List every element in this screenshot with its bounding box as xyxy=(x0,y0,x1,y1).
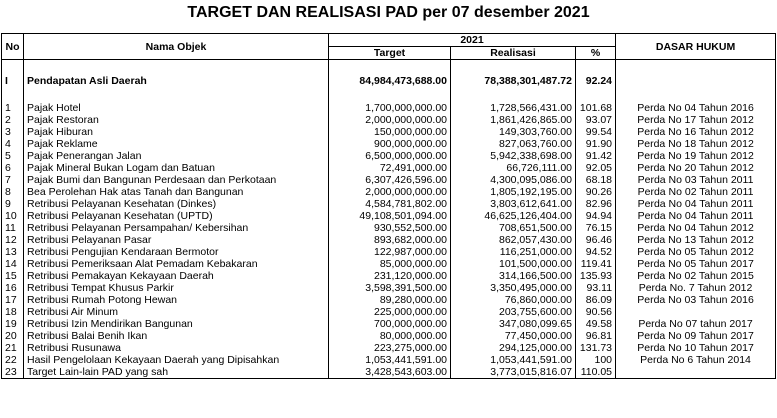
row-name: Pajak Reklame xyxy=(24,138,329,150)
row-target: 122,987,000.00 xyxy=(329,246,451,258)
row-percent: 119.41 xyxy=(576,258,616,270)
table-row xyxy=(2,354,776,366)
row-realisasi: 77,450,000.00 xyxy=(451,330,576,342)
row-target: 80,000,000.00 xyxy=(329,330,451,342)
row-target: 89,280,000.00 xyxy=(329,294,451,306)
row-no: 11 xyxy=(2,222,24,234)
total-section xyxy=(2,60,776,103)
table-row xyxy=(2,270,776,282)
item-rows xyxy=(2,102,776,379)
row-no: 1 xyxy=(2,102,24,114)
row-name: Pajak Penerangan Jalan xyxy=(24,150,329,162)
row-dasar-hukum: Perda No 18 Tahun 2012 xyxy=(616,138,776,150)
row-no: 14 xyxy=(2,258,24,270)
row-percent: 92.05 xyxy=(576,162,616,174)
row-dasar-hukum: Perda No 02 Tahun 2011 xyxy=(616,186,776,198)
row-percent: 49.58 xyxy=(576,318,616,330)
row-percent: 110.05 xyxy=(576,366,616,379)
row-realisasi: 3,350,495,000.00 xyxy=(451,282,576,294)
row-realisasi: 1,728,566,431.00 xyxy=(451,102,576,114)
row-target: 6,307,426,596.00 xyxy=(329,174,451,186)
row-dasar-hukum: Perda No 04 Tahun 2012 xyxy=(616,222,776,234)
row-dasar-hukum: Perda No 10 Tahun 2017 xyxy=(616,342,776,354)
row-target: 72,491,000.00 xyxy=(329,162,451,174)
row-name: Retribusi Tempat Khusus Parkir xyxy=(24,282,329,294)
row-name: Pajak Mineral Bukan Logam dan Batuan xyxy=(24,162,329,174)
row-name: Pajak Hiburan xyxy=(24,126,329,138)
row-target: 3,428,543,603.00 xyxy=(329,366,451,379)
total-percent: 92.24 xyxy=(576,74,616,88)
row-no: 8 xyxy=(2,186,24,198)
row-percent: 93.11 xyxy=(576,282,616,294)
row-no: 9 xyxy=(2,198,24,210)
row-target: 2,000,000,000.00 xyxy=(329,114,451,126)
row-no: 13 xyxy=(2,246,24,258)
row-realisasi: 1,861,426,865.00 xyxy=(451,114,576,126)
row-no: 23 xyxy=(2,366,24,379)
row-target: 893,682,000.00 xyxy=(329,234,451,246)
total-row xyxy=(2,74,776,88)
row-name: Pajak Hotel xyxy=(24,102,329,114)
header-year: 2021 xyxy=(329,34,616,47)
row-target: 231,120,000.00 xyxy=(329,270,451,282)
row-target: 6,500,000,000.00 xyxy=(329,150,451,162)
row-target: 85,000,000.00 xyxy=(329,258,451,270)
row-name: Pajak Restoran xyxy=(24,114,329,126)
row-no: 12 xyxy=(2,234,24,246)
row-dasar-hukum: Perda No 09 Tahun 2017 xyxy=(616,330,776,342)
header-nama-objek: Nama Objek xyxy=(24,34,329,60)
table-row xyxy=(2,222,776,234)
row-name: Hasil Pengelolaan Kekayaan Daerah yang Dipisahkan xyxy=(24,354,329,366)
table-row xyxy=(2,210,776,222)
row-no: 4 xyxy=(2,138,24,150)
row-realisasi: 5,942,338,698.00 xyxy=(451,150,576,162)
row-percent: 96.81 xyxy=(576,330,616,342)
row-name: Retribusi Rusunawa xyxy=(24,342,329,354)
row-percent: 94.52 xyxy=(576,246,616,258)
row-no: 16 xyxy=(2,282,24,294)
table-row xyxy=(2,198,776,210)
row-no: 7 xyxy=(2,174,24,186)
row-target: 2,000,000,000.00 xyxy=(329,186,451,198)
row-realisasi: 46,625,126,404.00 xyxy=(451,210,576,222)
row-no: 20 xyxy=(2,330,24,342)
row-percent: 101.68 xyxy=(576,102,616,114)
row-dasar-hukum: Perda No. 7 Tahun 2012 xyxy=(616,282,776,294)
row-name: Retribusi Pengujian Kendaraan Bermotor xyxy=(24,246,329,258)
row-realisasi: 101,500,000.00 xyxy=(451,258,576,270)
row-name: Retribusi Pemeriksaan Alat Pemadam Kebakaran xyxy=(24,258,329,270)
row-dasar-hukum xyxy=(616,306,776,318)
row-dasar-hukum: Perda No 03 Tahun 2016 xyxy=(616,294,776,306)
row-realisasi: 116,251,000.00 xyxy=(451,246,576,258)
row-dasar-hukum: Perda No 13 Tahun 2012 xyxy=(616,234,776,246)
row-realisasi: 4,300,095,086.00 xyxy=(451,174,576,186)
row-name: Retribusi Pemakayan Kekayaan Daerah xyxy=(24,270,329,282)
row-dasar-hukum: Perda No 05 Tahun 2012 xyxy=(616,246,776,258)
row-realisasi: 149,303,760.00 xyxy=(451,126,576,138)
header-dasar-hukum: DASAR HUKUM xyxy=(616,34,776,60)
total-hukum xyxy=(616,74,776,88)
table-row xyxy=(2,258,776,270)
row-percent: 86.09 xyxy=(576,294,616,306)
row-target: 900,000,000.00 xyxy=(329,138,451,150)
row-no: 2 xyxy=(2,114,24,126)
table-row xyxy=(2,150,776,162)
table-row xyxy=(2,342,776,354)
row-realisasi: 347,080,099.65 xyxy=(451,318,576,330)
row-name: Retribusi Pelayanan Pasar xyxy=(24,234,329,246)
table-row xyxy=(2,162,776,174)
row-realisasi: 314,166,500.00 xyxy=(451,270,576,282)
row-realisasi: 203,755,600.00 xyxy=(451,306,576,318)
row-percent: 93.07 xyxy=(576,114,616,126)
row-realisasi: 3,773,015,816.07 xyxy=(451,366,576,379)
row-percent: 99.54 xyxy=(576,126,616,138)
row-dasar-hukum: Perda No 04 Tahun 2011 xyxy=(616,210,776,222)
row-no: 17 xyxy=(2,294,24,306)
header-realisasi: Realisasi xyxy=(451,47,576,60)
row-dasar-hukum: Perda No 16 Tahun 2012 xyxy=(616,126,776,138)
row-realisasi: 294,125,000.00 xyxy=(451,342,576,354)
row-dasar-hukum: Perda No 19 Tahun 2012 xyxy=(616,150,776,162)
row-target: 150,000,000.00 xyxy=(329,126,451,138)
row-target: 225,000,000.00 xyxy=(329,306,451,318)
row-name: Retribusi Pelayanan Kesehatan (UPTD) xyxy=(24,210,329,222)
row-target: 4,584,781,802.00 xyxy=(329,198,451,210)
row-realisasi: 3,803,612,641.00 xyxy=(451,198,576,210)
row-no: 6 xyxy=(2,162,24,174)
row-dasar-hukum: Perda No 07 tahun 2017 xyxy=(616,318,776,330)
row-realisasi: 1,053,441,591.00 xyxy=(451,354,576,366)
total-target: 84,984,473,688.00 xyxy=(329,74,451,88)
header-target: Target xyxy=(329,47,451,60)
row-realisasi: 76,860,000.00 xyxy=(451,294,576,306)
row-name: Target Lain-lain PAD yang sah xyxy=(24,366,329,379)
total-name: Pendapatan Asli Daerah xyxy=(24,74,329,88)
table-row xyxy=(2,246,776,258)
row-realisasi: 862,057,430.00 xyxy=(451,234,576,246)
row-dasar-hukum: Perda No 20 Tahun 2012 xyxy=(616,162,776,174)
table-row xyxy=(2,306,776,318)
table-row xyxy=(2,234,776,246)
row-percent: 90.56 xyxy=(576,306,616,318)
total-no: I xyxy=(2,74,24,88)
row-dasar-hukum: Perda No 04 Tahun 2016 xyxy=(616,102,776,114)
row-dasar-hukum: Perda No 02 Tahun 2015 xyxy=(616,270,776,282)
table-header xyxy=(2,34,776,60)
table-row xyxy=(2,330,776,342)
row-percent: 94.94 xyxy=(576,210,616,222)
row-dasar-hukum: Perda No 6 Tahun 2014 xyxy=(616,354,776,366)
row-no: 15 xyxy=(2,270,24,282)
row-percent: 131.73 xyxy=(576,342,616,354)
row-name: Retribusi Balai Benih Ikan xyxy=(24,330,329,342)
row-dasar-hukum xyxy=(616,366,776,379)
table-row xyxy=(2,114,776,126)
pad-table xyxy=(1,33,776,379)
table-row xyxy=(2,126,776,138)
header-percent: % xyxy=(576,47,616,60)
row-target: 700,000,000.00 xyxy=(329,318,451,330)
row-percent: 91.42 xyxy=(576,150,616,162)
header-no: No xyxy=(2,34,24,60)
row-realisasi: 66,726,111.00 xyxy=(451,162,576,174)
row-no: 3 xyxy=(2,126,24,138)
total-realisasi: 78,388,301,487.72 xyxy=(451,74,576,88)
table-row xyxy=(2,102,776,114)
row-percent: 96.46 xyxy=(576,234,616,246)
row-no: 5 xyxy=(2,150,24,162)
row-target: 223,275,000.00 xyxy=(329,342,451,354)
row-name: Retribusi Air Minum xyxy=(24,306,329,318)
row-target: 49,108,501,094.00 xyxy=(329,210,451,222)
row-dasar-hukum: Perda No 05 Tahun 2017 xyxy=(616,258,776,270)
table-row xyxy=(2,186,776,198)
row-no: 18 xyxy=(2,306,24,318)
row-no: 10 xyxy=(2,210,24,222)
row-percent: 135.93 xyxy=(576,270,616,282)
row-percent: 82.96 xyxy=(576,198,616,210)
spacer-row xyxy=(2,88,776,102)
row-percent: 68.18 xyxy=(576,174,616,186)
row-target: 1,700,000,000.00 xyxy=(329,102,451,114)
row-target: 3,598,391,500.00 xyxy=(329,282,451,294)
row-name: Retribusi Pelayanan Persampahan/ Kebersihan xyxy=(24,222,329,234)
row-name: Pajak Bumi dan Bangunan Perdesaan dan Perkotaan xyxy=(24,174,329,186)
row-dasar-hukum: Perda No 04 Tahun 2011 xyxy=(616,198,776,210)
row-percent: 76.15 xyxy=(576,222,616,234)
row-realisasi: 827,063,760.00 xyxy=(451,138,576,150)
row-name: Retribusi Rumah Potong Hewan xyxy=(24,294,329,306)
spacer-row xyxy=(2,60,776,75)
row-realisasi: 708,651,500.00 xyxy=(451,222,576,234)
row-name: Retribusi Izin Mendirikan Bangunan xyxy=(24,318,329,330)
row-realisasi: 1,805,192,195.00 xyxy=(451,186,576,198)
row-name: Bea Perolehan Hak atas Tanah dan Bangunan xyxy=(24,186,329,198)
row-dasar-hukum: Perda No 17 Tahun 2012 xyxy=(616,114,776,126)
table-row xyxy=(2,366,776,379)
row-dasar-hukum: Perda No 03 Tahun 2011 xyxy=(616,174,776,186)
row-percent: 100 xyxy=(576,354,616,366)
row-target: 1,053,441,591.00 xyxy=(329,354,451,366)
row-target: 930,552,500.00 xyxy=(329,222,451,234)
row-no: 21 xyxy=(2,342,24,354)
table-row xyxy=(2,294,776,306)
table-row xyxy=(2,138,776,150)
document-title: TARGET DAN REALISASI PAD per 07 desember 2021 xyxy=(187,4,590,21)
table-row xyxy=(2,282,776,294)
row-name: Retribusi Pelayanan Kesehatan (Dinkes) xyxy=(24,198,329,210)
row-percent: 90.26 xyxy=(576,186,616,198)
table-row xyxy=(2,174,776,186)
row-no: 22 xyxy=(2,354,24,366)
row-percent: 91.90 xyxy=(576,138,616,150)
table-row xyxy=(2,318,776,330)
row-no: 19 xyxy=(2,318,24,330)
